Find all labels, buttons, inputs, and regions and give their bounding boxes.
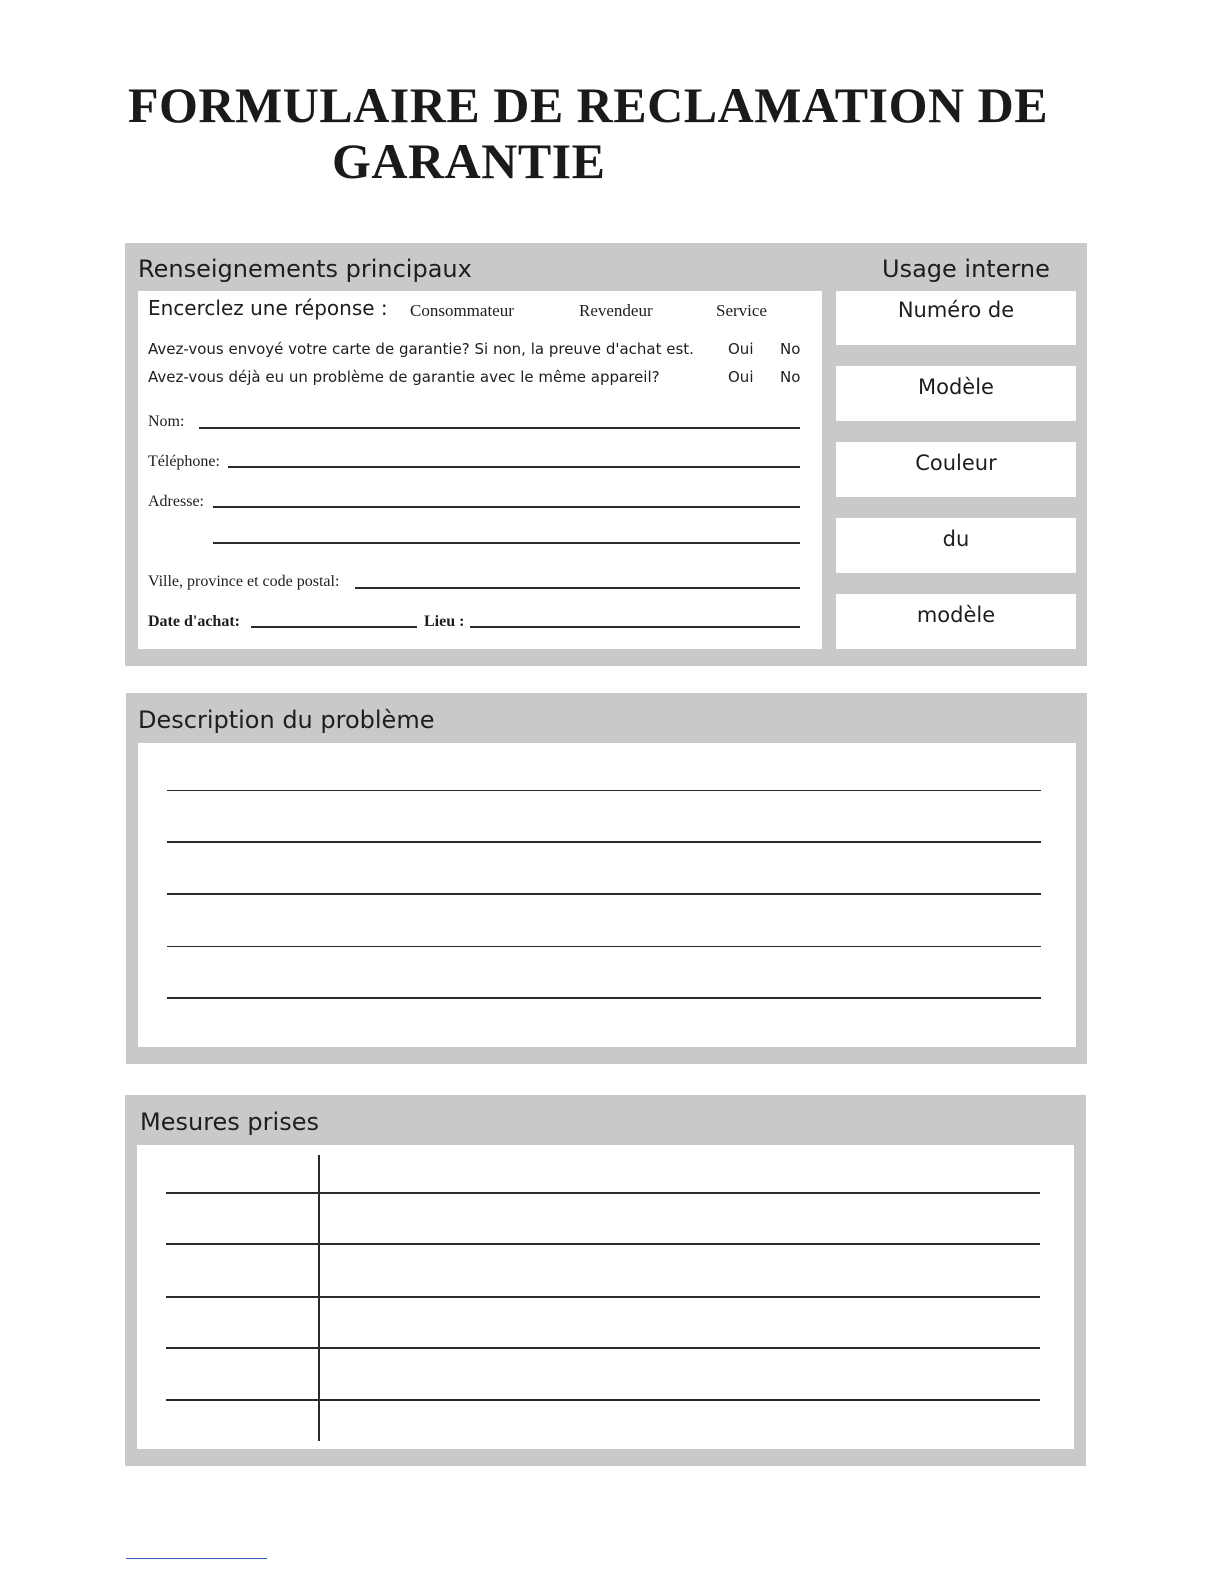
actions-row-line[interactable] [166, 1347, 1040, 1349]
name-label: Nom: [148, 413, 185, 430]
option-consommateur[interactable]: Consommateur [410, 301, 514, 320]
internal-box-couleur-label: Couleur [915, 451, 997, 475]
description-line[interactable] [167, 841, 1041, 843]
internal-box-modele-2-label: modèle [916, 603, 996, 627]
description-body[interactable] [138, 743, 1076, 1047]
internal-box-du[interactable] [836, 518, 1076, 573]
actions-row-line[interactable] [166, 1399, 1040, 1401]
description-line[interactable] [167, 893, 1041, 895]
internal-box-modele-label: Modèle [918, 375, 994, 399]
question1-no[interactable]: No [780, 340, 801, 358]
internal-box-couleur[interactable] [836, 442, 1076, 497]
actions-heading: Mesures prises [140, 1108, 319, 1136]
address-field-line2[interactable] [213, 542, 800, 544]
description-line[interactable] [167, 997, 1041, 999]
option-revendeur[interactable]: Revendeur [579, 301, 653, 320]
internal-box-numero[interactable] [836, 291, 1076, 345]
question2-yes[interactable]: Oui [728, 368, 754, 386]
description-line[interactable] [167, 790, 1041, 791]
place-label: Lieu : [424, 613, 465, 630]
purchase-date-field[interactable] [251, 626, 417, 628]
form-title-line1: FORMULAIRE DE RECLAMATION DE [128, 77, 1049, 133]
question-previous-problem: Avez-vous déjà eu un problème de garantie avec le même appareil? [148, 368, 660, 386]
actions-row-line[interactable] [166, 1243, 1040, 1245]
address-field-line1[interactable] [213, 506, 800, 508]
actions-row-line[interactable] [166, 1192, 1040, 1194]
question1-yes[interactable]: Oui [728, 340, 754, 358]
place-field[interactable] [470, 626, 800, 628]
actions-row-line[interactable] [166, 1296, 1040, 1298]
internal-box-modele-2[interactable] [836, 594, 1076, 649]
question2-no[interactable]: No [780, 368, 801, 386]
question-warranty-card: Avez-vous envoyé votre carte de garantie? Si non, la preuve d'achat est. [148, 340, 694, 358]
purchase-date-label: Date d'achat: [148, 613, 240, 630]
internal-box-du-label: du [942, 527, 970, 551]
internal-box-modele[interactable] [836, 366, 1076, 421]
internal-box-numero-label: Numéro de [897, 298, 1015, 322]
footer-link-underline[interactable] [126, 1558, 267, 1559]
circle-prompt: Encerclez une réponse : [148, 296, 388, 320]
description-heading: Description du problème [138, 706, 435, 734]
phone-field[interactable] [228, 466, 800, 468]
address-label: Adresse: [148, 493, 204, 510]
description-line[interactable] [167, 946, 1041, 947]
main-info-heading: Renseignements principaux [138, 255, 472, 283]
city-field[interactable] [355, 587, 800, 589]
form-title-line2: GARANTIE [332, 133, 606, 189]
name-field[interactable] [199, 427, 800, 429]
internal-use-heading: Usage interne [882, 255, 1050, 283]
option-service[interactable]: Service [716, 301, 767, 320]
city-label: Ville, province et code postal: [148, 573, 340, 590]
phone-label: Téléphone: [148, 453, 220, 470]
